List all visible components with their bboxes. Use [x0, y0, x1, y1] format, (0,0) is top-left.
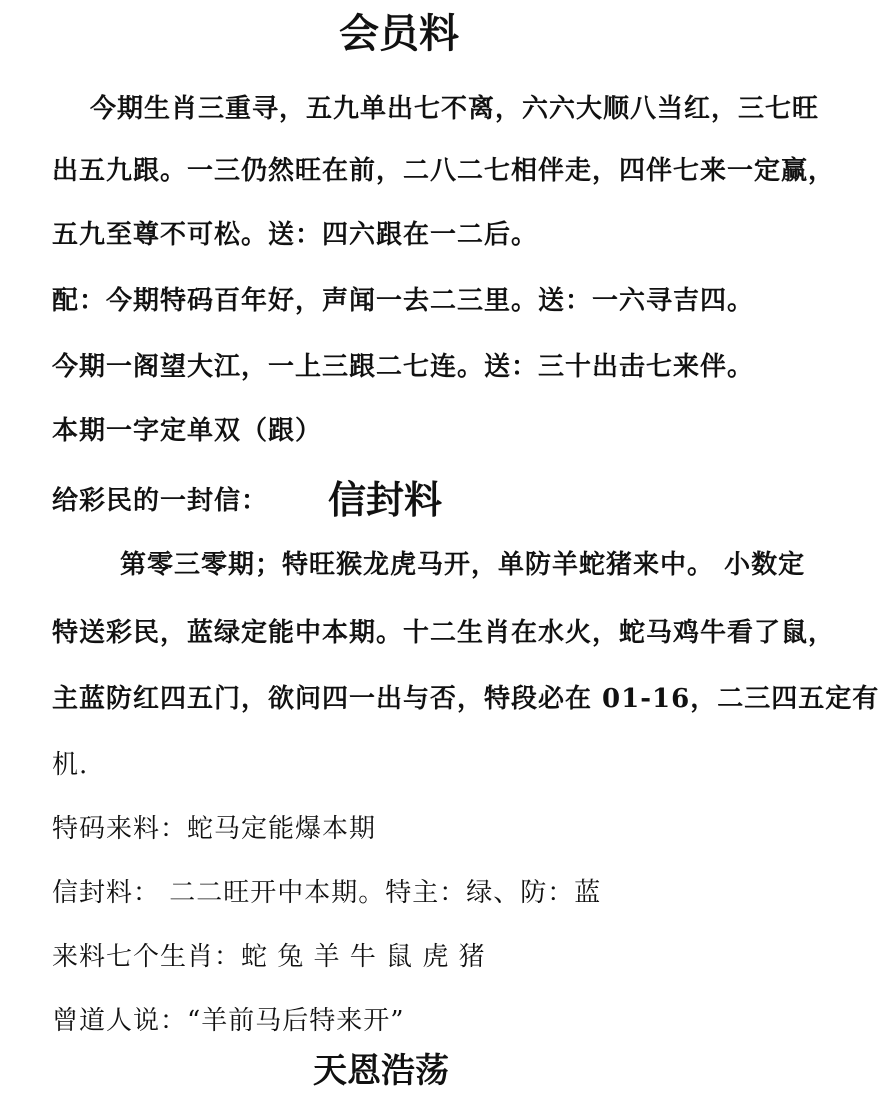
member-line-6: 本期一字定单双（跟）	[52, 416, 323, 446]
member-line-5: 今期一阁望大江，一上三跟二七连。送：三十出击七来伴。	[52, 352, 755, 382]
member-line-3: 五九至尊不可松。送：四六跟在一二后。	[52, 220, 539, 250]
envelope-material-title: 信封料	[328, 478, 443, 522]
member-line-4: 配：今期特码百年好，声闻一去二三里。送：一六寻吉四。	[52, 286, 755, 316]
quote-line: 曾道人说：“羊前马后特来开”	[52, 1006, 405, 1036]
envelope-line-1	[120, 548, 805, 582]
envelope-line-3: 主蓝防红四五门，欲问四一出与否，特段必在 01-16，二三四五定有	[52, 684, 880, 714]
special-material-line: 特码来料：蛇马定能爆本期	[52, 814, 377, 844]
seven-zodiacs-line: 来料七个生肖：蛇 兔 羊 牛 鼠 虎 猪	[52, 942, 486, 972]
footer-title: 天恩浩荡	[313, 1051, 449, 1091]
envelope-material-line: 信封料： 二二旺开中本期。特主：绿、防：蓝	[52, 878, 602, 908]
member-material-title: 会员料	[339, 11, 459, 57]
envelope-line-1-rest: 特旺猴龙虎马开，单防羊蛇猪来中。 小数定	[282, 550, 806, 580]
envelope-line-2: 特送彩民，蓝绿定能中本期。十二生肖在水火，蛇马鸡牛看了鼠，	[52, 618, 836, 648]
envelope-line-4: 机.	[52, 750, 89, 780]
member-line-1: 今期生肖三重寻，五九单出七不离，六六大顺八当红，三七旺	[90, 94, 820, 124]
member-line-2: 出五九跟。一三仍然旺在前，二八二七相伴走，四伴七来一定赢，	[52, 156, 836, 186]
period-label: 第零三零期；	[120, 550, 283, 580]
letter-intro: 给彩民的一封信：	[52, 486, 269, 516]
